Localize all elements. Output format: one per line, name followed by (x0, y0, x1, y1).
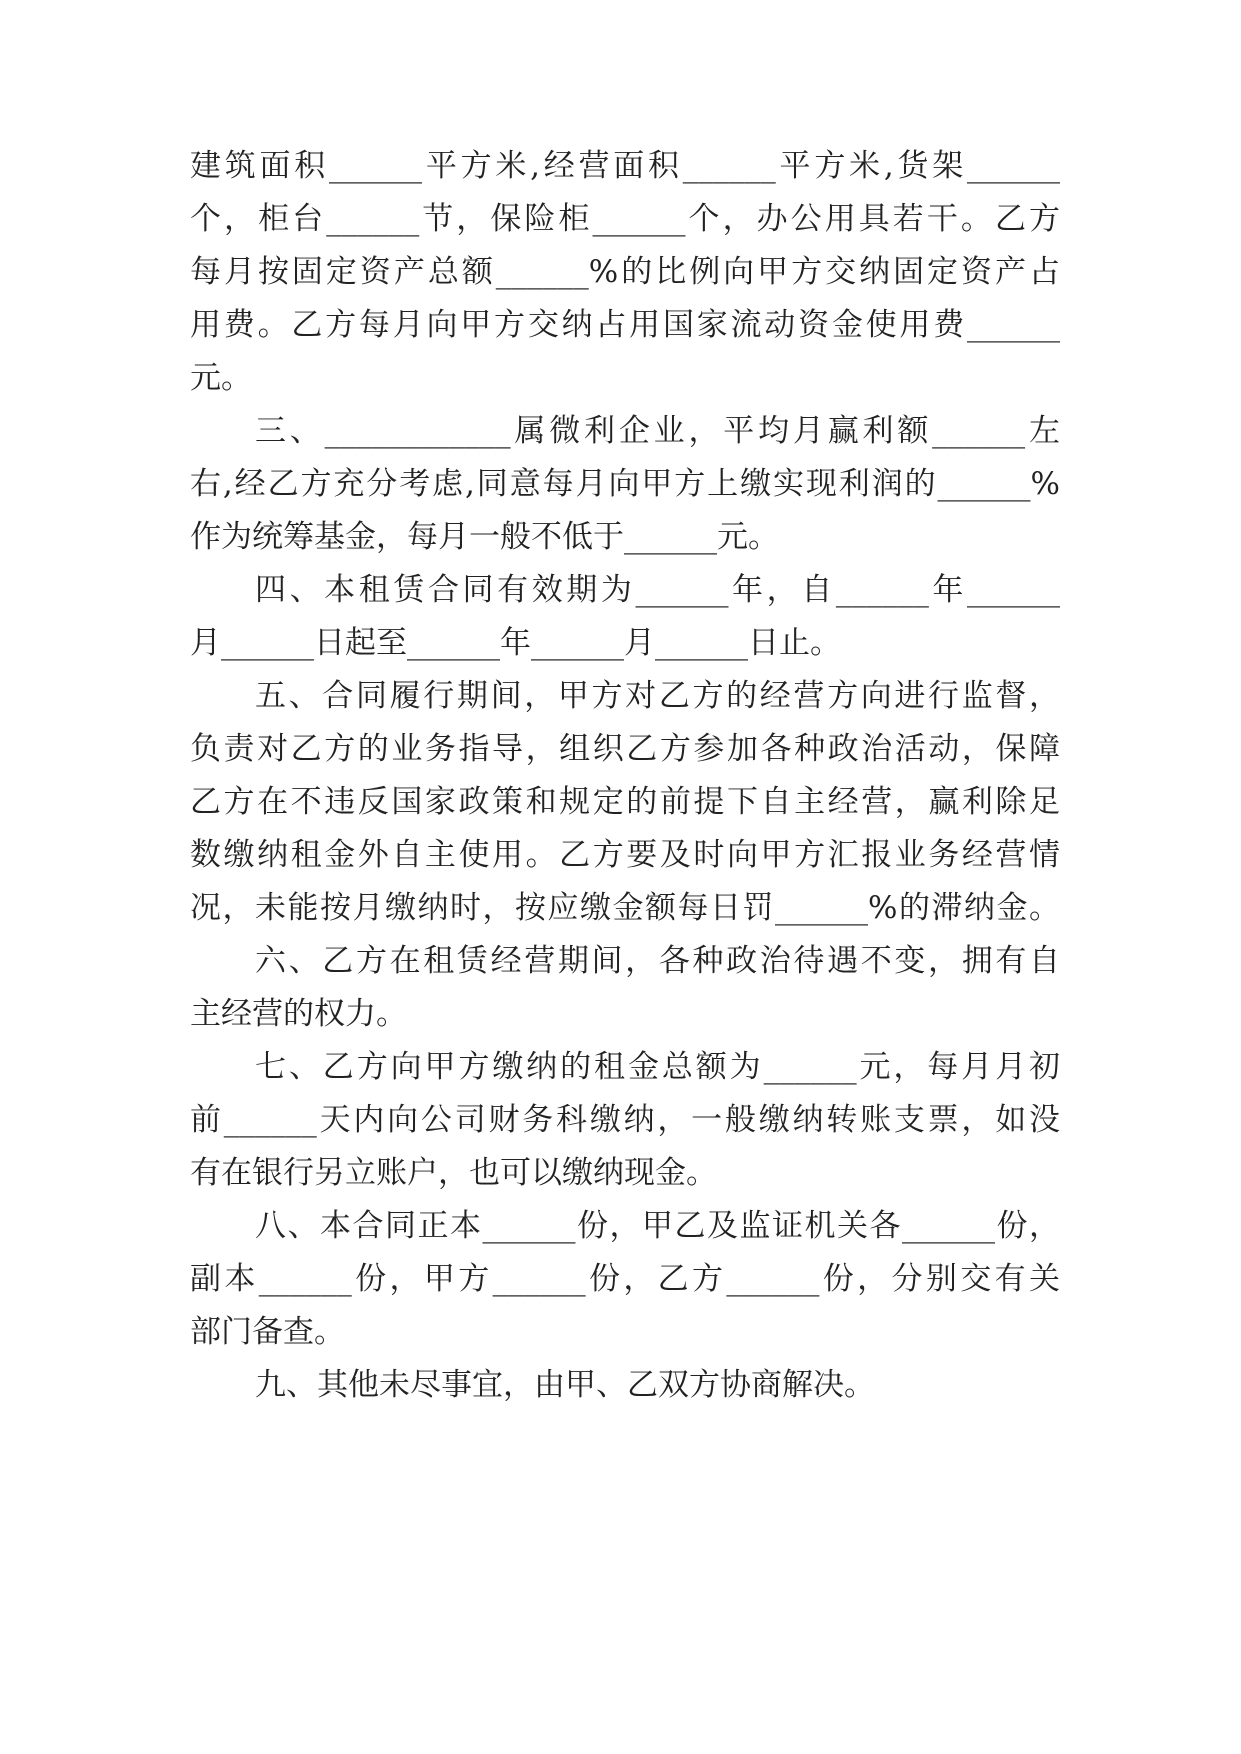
text-line: 况，未能按月缴纳时，按应缴金额每日罚______%的滞纳金。 (190, 890, 1060, 926)
text-line: 副本______份，甲方______份，乙方______份，分别交有关 (190, 1261, 1060, 1297)
text-line: 作为统筹基金，每月一般不低于______元。 (190, 519, 779, 555)
text-line: 月______日起至______年______月______日止。 (190, 625, 841, 661)
section-three-heading-line: 三、____________属微利企业，平均月赢利额______左 (255, 413, 1060, 449)
section-five-heading-line: 五、合同履行期间，甲方对乙方的经营方向进行监督， (255, 678, 1060, 714)
text-line: 负责对乙方的业务指导，组织乙方参加各种政治活动，保障 (190, 731, 1060, 767)
section-six-heading-line: 六、乙方在租赁经营期间，各种政治待遇不变，拥有自 (255, 943, 1060, 979)
text-line: 个，柜台______节，保险柜______个，办公用具若干。乙方 (190, 201, 1060, 237)
text-line: 乙方在不违反国家政策和规定的前提下自主经营，赢利除足 (190, 784, 1060, 820)
text-line: 主经营的权力。 (190, 996, 407, 1032)
text-line: 前______天内向公司财务科缴纳，一般缴纳转账支票，如没 (190, 1102, 1060, 1138)
text-line: 每月按固定资产总额______%的比例向甲方交纳固定资产占 (190, 254, 1060, 290)
text-line: 有在银行另立账户，也可以缴纳现金。 (190, 1155, 717, 1191)
section-four-heading-line: 四、本租赁合同有效期为______年，自______年______ (255, 572, 1060, 608)
text-line: 建筑面积______平方米,经营面积______平方米,货架______ (190, 148, 1060, 184)
section-seven-heading-line: 七、乙方向甲方缴纳的租金总额为______元，每月月初 (255, 1049, 1060, 1085)
section-eight-heading-line: 八、本合同正本______份，甲乙及监证机关各______份， (255, 1208, 1060, 1244)
text-line: 右,经乙方充分考虑,同意每月向甲方上缴实现利润的______% (190, 466, 1060, 502)
text-line: 部门备查。 (190, 1314, 345, 1350)
section-nine-heading-line: 九、其他未尽事宜，由甲、乙双方协商解决。 (255, 1367, 875, 1403)
text-line: 元。 (190, 360, 252, 396)
text-line: 用费。乙方每月向甲方交纳占用国家流动资金使用费______ (190, 307, 1060, 343)
text-line: 数缴纳租金外自主使用。乙方要及时向甲方汇报业务经营情 (190, 837, 1060, 873)
